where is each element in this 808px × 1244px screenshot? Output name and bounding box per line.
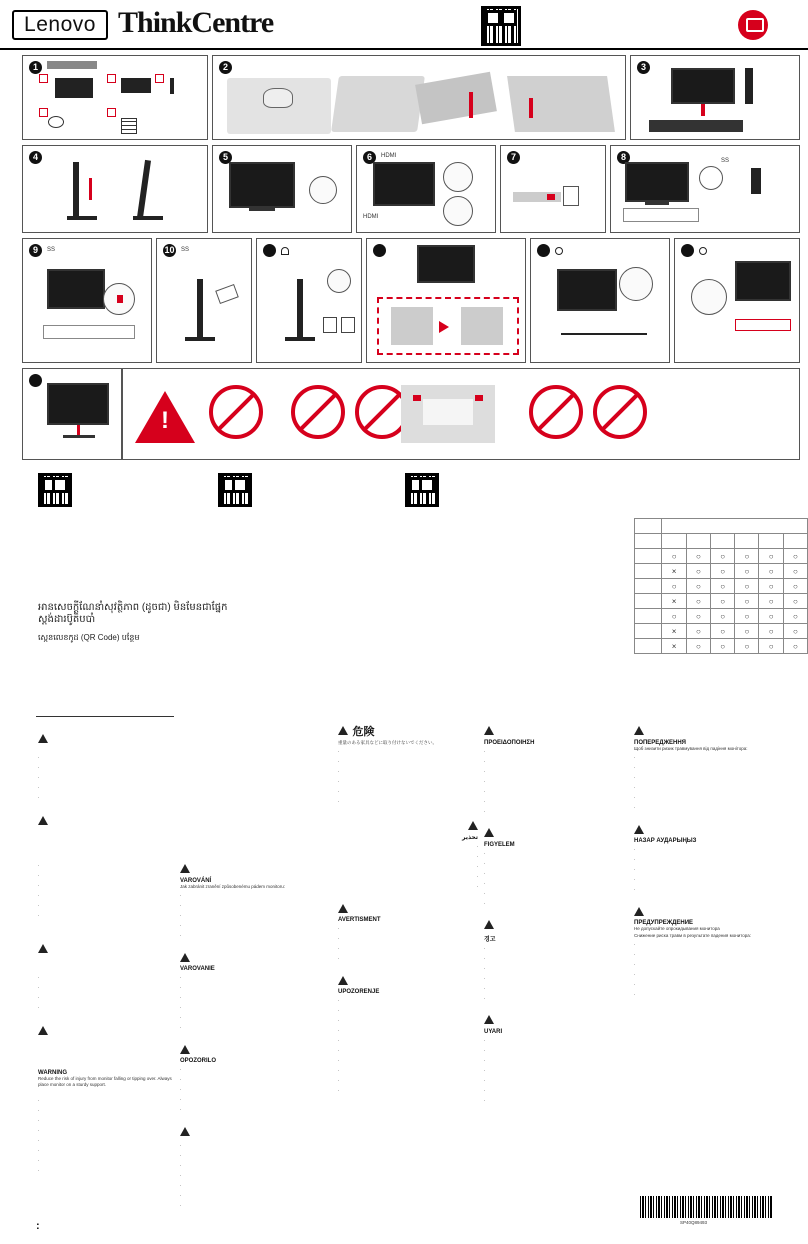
hand-with-cloth-icon [263, 88, 293, 108]
height-adjust-arrow [89, 178, 92, 200]
monitor-rear-icon [229, 162, 295, 208]
power-port-zoom-icon [619, 267, 653, 301]
warning-icon [180, 953, 190, 962]
warning-icon [338, 726, 348, 735]
step-number: 8 [617, 151, 630, 164]
monitor-side-icon [73, 162, 79, 218]
power-cord-icon [561, 325, 647, 335]
furniture-illustration [423, 399, 473, 425]
step-number [537, 244, 550, 257]
warning-icon [484, 828, 494, 837]
divider [36, 716, 174, 717]
audio-zoom-icon [327, 269, 351, 293]
connector-red [117, 295, 123, 303]
warning-icon [634, 825, 644, 834]
usb-device-icon [215, 284, 239, 304]
khmer-qr-note: ស្កេនលេខកូដ (QR Code) បន្ថែម [38, 633, 140, 642]
qr-code [218, 473, 252, 507]
monitor-icon [738, 10, 768, 40]
panel-step-3 [630, 55, 800, 140]
warning-icon [180, 864, 190, 873]
lift-monitor-illustration [507, 76, 615, 132]
monitor-front-icon [735, 261, 791, 301]
checkbox-icon [107, 74, 116, 83]
section-heading: VAROVÁNÍ [180, 878, 212, 884]
step-number [263, 244, 276, 257]
stand-base-icon [121, 78, 151, 93]
speaker-icon [341, 317, 355, 333]
step-number: 6 [363, 151, 376, 164]
section-heading: ПОПЕРЕДЖЕННЯ [634, 740, 686, 746]
warning-icon [634, 907, 644, 916]
cable-clip-after-icon [461, 307, 503, 345]
barcode [640, 1196, 772, 1218]
section-heading: НАЗАР АУДАРЫҢЫЗ [634, 838, 697, 845]
no-leaning-icon [291, 385, 345, 439]
connector-red [547, 194, 555, 200]
monitor-rear-icon [47, 269, 105, 309]
checkbox-icon [107, 108, 116, 117]
lenovo-logo: Lenovo [12, 10, 108, 40]
lock-slot-icon [309, 176, 337, 204]
khmer-text-line: ស្ដង់ដារប៊ូតិបបាំ [38, 614, 96, 625]
package-icons [47, 61, 97, 69]
step-number: 1 [29, 61, 42, 74]
section-heading: OPOZORILO [180, 1058, 216, 1065]
stand-red-arm [77, 425, 80, 435]
checkbox-icon [39, 108, 48, 117]
stand-base [63, 435, 95, 438]
port-icon [563, 186, 579, 206]
stand-base-icon [285, 337, 315, 341]
side-ports-icon [745, 68, 753, 104]
step-number: 2 [219, 61, 232, 74]
section-heading: UYARI [484, 1029, 503, 1035]
panel-step-2 [212, 55, 626, 140]
computer-icon [623, 208, 699, 222]
warning-triangle-icon [135, 391, 195, 443]
stand-base-icon [67, 216, 97, 220]
section-heading: 경고 [484, 937, 496, 943]
warning-icon [180, 1127, 190, 1136]
step-number: 3 [637, 61, 650, 74]
monitor-side-icon [197, 279, 203, 339]
warning-icon [484, 726, 494, 735]
warning-icon [338, 904, 348, 913]
warning-icon [338, 976, 348, 985]
attach-stand-illustration [415, 72, 497, 125]
stand-base-icon [185, 337, 215, 341]
step-number: 4 [29, 151, 42, 164]
warning-icon [484, 1015, 494, 1024]
no-unstable-surface-icon [529, 385, 583, 439]
headphone-icon [281, 247, 289, 255]
checkbox-icon [39, 74, 48, 83]
documents-icon [121, 118, 137, 134]
usb-cable-icon [751, 168, 761, 194]
speaker-icon [323, 317, 337, 333]
section-heading: ПРЕДУПРЕЖДЕНИЕ [634, 920, 694, 927]
qr-code [38, 473, 72, 507]
power-button-icon [699, 247, 707, 255]
hazardous-substances-table: ○ ○ ○ ○ ○ ○ × ○ ○ ○ ○ ○ ○ ○ ○ ○ ○ ○ × ○ ○ ○ ○ ○ ○ ○ ○ ○ ○ ○ × ○ ○ ○ ○ ○ × ○ ○ ○ ○ ○ [634, 518, 808, 654]
monitor-tilt-icon [137, 160, 151, 218]
warning-icon [180, 1045, 190, 1054]
section-heading: AVERTISMENT [338, 917, 381, 924]
stand-arm-icon [170, 78, 174, 94]
warning-icon [468, 821, 478, 830]
monitor-front-icon [671, 68, 735, 104]
warning-icon [38, 816, 48, 825]
panel-step-5 [212, 145, 352, 233]
section-body: 重量のある家具などに取り付けないでください。 [338, 740, 437, 745]
power-indicator-icon [735, 319, 791, 331]
panel-step-11 [256, 238, 362, 363]
safety-column-4: ΠΡΟΕΙΔΟΠΟΙΗΣΗ . . . . . . . FIGYELEM . . . . . . 경고 . . . . . . UYARI . . . . . . . [484, 722, 624, 1105]
safety-column-2: VAROVÁNÍ Jak zabránit zranění způsobenému pádem monitoru: . . . . . VAROVANIE . . . . . . OPOZORILO . . . . . . . . . . . . [180, 860, 320, 1210]
tip-over-warning-strip [122, 368, 800, 460]
monitor-rear-icon [373, 162, 435, 206]
footnote-mark: : [36, 1220, 40, 1232]
step-number [29, 374, 42, 387]
monitor-side-icon [297, 279, 303, 337]
panel-step-9 [22, 238, 152, 363]
warning-icon [634, 726, 644, 735]
cable-clip-before-icon [391, 307, 433, 345]
panel-step-7 [500, 145, 606, 233]
section-body: Щоб знизити ризик травмування від падіння монітора: [634, 746, 748, 751]
stand-red-arm [529, 98, 533, 118]
safety-column-3: 危険 重量のある家具などに取り付けないでください。 . . . . . . تحذير . . . . . AVERTISMENT . . . . UPOZORENJE . . . . . . . . . . [338, 726, 478, 1094]
panel-step-15 [22, 368, 122, 460]
stand-red-arm [469, 92, 473, 118]
safety-column-1: . . . . . . . . . . . . . . . WARNING Reduce the risk of injury from monitor falling or tipping over. Always place monitor on a sturdy support. . . . . . . . . [38, 730, 178, 1175]
step-number: 10 [164, 245, 175, 255]
power-cable-icon [48, 116, 64, 128]
section-heading: 危険 [352, 726, 375, 738]
power-button-zoom-icon [691, 279, 727, 315]
anchor-red [475, 395, 483, 401]
qr-code [405, 473, 439, 507]
panel-step-14 [674, 238, 800, 363]
monitor-front-icon [47, 383, 109, 425]
barcode-caption: SP40Q89493 [680, 1220, 708, 1225]
checkbox-icon [155, 74, 164, 83]
panel-step-8 [610, 145, 800, 233]
monitor-rear-icon [557, 269, 617, 311]
section-heading: WARNING [38, 1070, 67, 1076]
step-number: 9 [29, 244, 42, 257]
hdmi-label: HDMI [381, 153, 397, 159]
warning-icon [38, 1026, 48, 1035]
section-body: Снижение риска травм в результате падения монитора: [634, 932, 751, 938]
power-plug-icon [555, 247, 563, 255]
monitor-front-icon [417, 245, 475, 283]
computer-icon [43, 325, 135, 339]
step-number [681, 244, 694, 257]
thinkcentre-logo: ThinkCentre [118, 6, 274, 39]
warning-icon [484, 920, 494, 929]
header-qr-code [481, 6, 521, 46]
rear-ports-icon [649, 120, 743, 132]
section-heading: FIGYELEM [484, 842, 515, 848]
stand-base [249, 208, 275, 211]
section-heading: ΠΡΟΕΙΔΟΠΟΙΗΣΗ [484, 740, 535, 746]
panel-step-10 [156, 238, 252, 363]
usb-label: SS [721, 158, 730, 164]
panel-step-4 [22, 145, 208, 233]
safety-column-5: ПОПЕРЕДЖЕННЯ Щоб знизити ризик травмування від падіння монітора: . . . . . . НАЗАР АУДАРЫҢЫЗ . . . . . ПРЕДУПРЕЖДЕНИЕ Не допускайте опрокидывания монитора Снижение риска травм в результате падения монитора: . . . . . . [634, 722, 784, 999]
monitor-panel-icon [55, 78, 93, 98]
no-tipping-icon [593, 385, 647, 439]
stand-base-icon [133, 216, 163, 220]
panel-step-6 [356, 145, 496, 233]
panel-step-1 [22, 55, 208, 140]
panel-step-13 [530, 238, 670, 363]
warning-icon [38, 734, 48, 743]
step-number: 5 [219, 151, 232, 164]
warning-icon [38, 944, 48, 953]
usb-c-label: SS [181, 247, 190, 253]
hdmi-port-zoom-icon [443, 162, 473, 192]
section-heading: VAROVANIE [180, 966, 215, 973]
arrow-right-icon [439, 321, 449, 333]
section-heading: تحذير [461, 835, 478, 842]
panel-on-table-illustration [331, 76, 425, 132]
step-number: 7 [507, 151, 520, 164]
section-body: Reduce the risk of injury from monitor falling or tipping over. Always place monitor on a sturdy support. [38, 1076, 172, 1088]
header [0, 0, 808, 50]
no-climbing-icon [209, 385, 263, 439]
stand-base [645, 202, 669, 205]
usb-port-zoom-icon [699, 166, 723, 190]
section-heading: UPOZORENJE [338, 989, 380, 996]
usb-label: SS [47, 247, 56, 253]
hdmi-label: HDMI [363, 214, 379, 220]
anchor-red [413, 395, 421, 401]
stand-red-arm [701, 104, 705, 116]
monitor-rear-icon [625, 162, 689, 202]
panel-step-12 [366, 238, 526, 363]
hdmi-cable-zoom-icon [443, 196, 473, 226]
step-number [373, 244, 386, 257]
section-subtitle: Не допускайте опрокидывания монитора [634, 926, 720, 932]
khmer-text-line: អានសេចក្តីណែនាំសុវត្ថិភាព (ដូចជា) មិនមែនជាផ្នែក [38, 602, 228, 613]
section-body: Jak zabránit zranění způsobenému pádem monitoru: [180, 884, 286, 889]
